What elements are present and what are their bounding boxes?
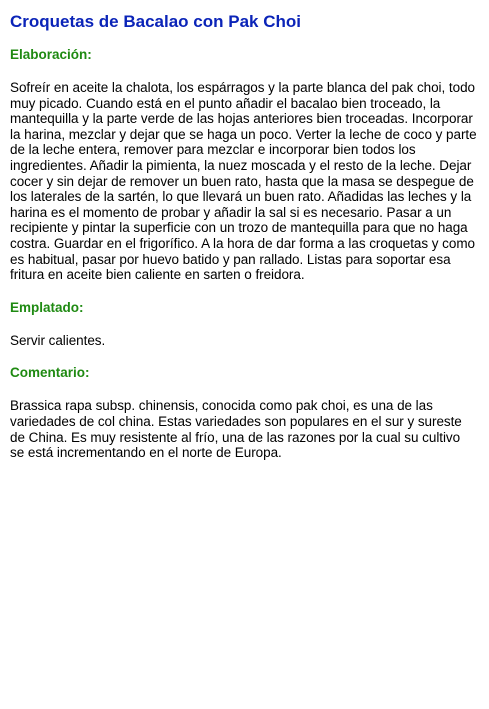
- section-comentario: [10, 364, 477, 460]
- section-heading-emplatado: Emplatado:: [10, 299, 84, 315]
- section-emplatado: [10, 299, 477, 349]
- recipe-title: Croquetas de Bacalao con Pak Choi: [10, 12, 301, 31]
- section-heading-elaboracion: Elaboración:: [10, 47, 92, 62]
- elaboracion-text: Sofreír en aceite la chalota, los espárragos y la parte blanca del pak choi, todo muy picado. Cuando está en el punto añadir el bacalao bien troceado, la mantequilla y la parte verde de las hojas anteriores bien troceadas. Incorporar la harina, mezclar y dejar que se haga un poco. Verter la leche de coco y parte de la leche entera, remover para mezclar e incorporar bien todos los ingredientes. Añadir la pimienta, la nuez moscada y el resto de la leche. Dejar cocer y sin dejar de remover un buen rato, hasta que la masa se despegue de los laterales de la sartén, lo que llevará un buen rato. Añadidas las leches y la harina es el momento de probar y añadir la sal si es necesario. Pasar a un recipiente y pintar la superficie con un trozo de mantequilla para que no haga costra. Guardar en el frigorífico. A la hora de dar forma a las croquetas y como es habitual, pasar por huevo batido y pan rallado. Listas para soportar esa fritura en aceite bien caliente en sarten o freidora.: [10, 80, 477, 283]
- emplatado-text: Servir calientes.: [10, 332, 106, 348]
- section-elaboracion: [10, 46, 477, 283]
- comentario-text: Brassica rapa subsp. chinensis, conocida como pak choi, es una de las variedades de col china. Estas variedades son populares en el sur y sureste de China. Es muy resistente al frío, una de las razones por la cual su cultivo se está incrementando en el norte de Europa.: [10, 398, 462, 461]
- section-heading-comentario: Comentario:: [10, 365, 90, 381]
